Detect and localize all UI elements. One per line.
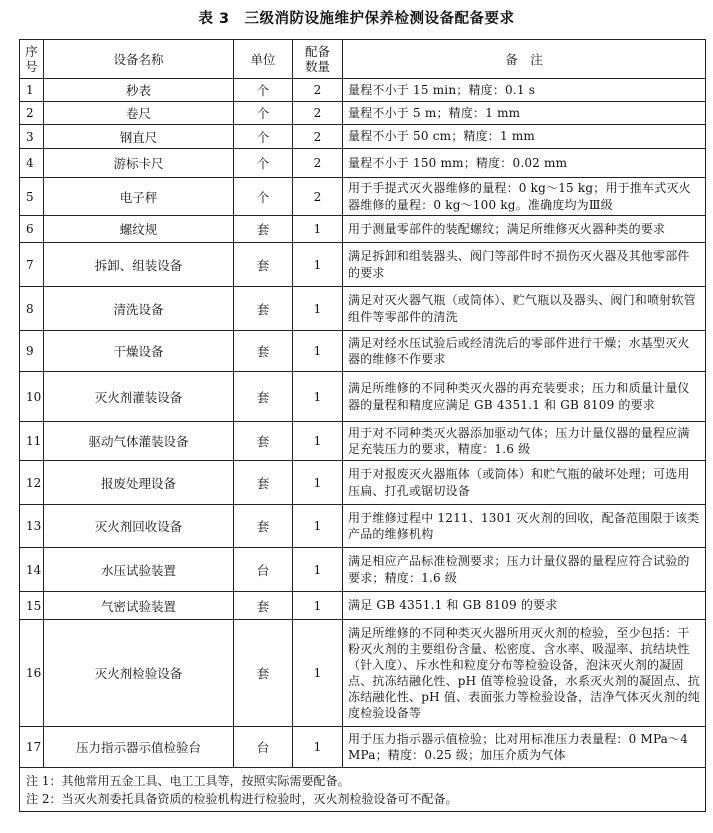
row-remark: 用于测量零部件的装配螺纹；满足所维修灭火器种类的要求 <box>343 216 706 243</box>
row-remark: 用于对不同种类灭火器添加驱动气体；压力计量仪器的量程应满足充装压力的要求，精度：1.6 级 <box>343 422 706 461</box>
row-no: 6 <box>20 216 44 243</box>
row-no: 14 <box>20 548 44 592</box>
row-no: 12 <box>20 461 44 505</box>
table-title: 表 3 三级消防设施维护保养检测设备配备要求 <box>198 11 515 27</box>
row-remark: 用于对报废灭火器瓶体（或筒体）和贮气瓶的破坏处理；可选用压扁、打孔或锯切设备 <box>343 461 706 505</box>
row-name: 灭火剂灌装设备 <box>44 372 234 422</box>
row-name: 清洗设备 <box>44 287 234 331</box>
header-remark: 备 注 <box>343 40 706 79</box>
row-remark: 满足拆卸和组装器头、阀门等部件时不损伤灭火器及其他零部件的要求 <box>343 243 706 287</box>
row-name: 干燥设备 <box>44 331 234 372</box>
row-no: 16 <box>20 620 44 727</box>
row-remark: 用于手提式灭火器维修的量程：0 kg～15 kg；用于推车式灭火器维修的量程：0 kg～100 kg。准确度均为Ⅲ级 <box>343 178 706 216</box>
row-qty: 2 <box>293 102 343 125</box>
row-unit: 套 <box>234 505 293 548</box>
table-row <box>20 243 706 287</box>
header-row <box>20 40 706 79</box>
table-row <box>20 178 706 216</box>
row-no: 1 <box>20 79 44 102</box>
row-no: 3 <box>20 125 44 149</box>
row-name: 螺纹规 <box>44 216 234 243</box>
row-qty: 1 <box>293 727 343 768</box>
row-remark: 用于维修过程中 1211、1301 灭火剂的回收，配备范围限于该类产品的维修机构 <box>343 505 706 548</box>
row-qty: 1 <box>293 372 343 422</box>
row-name: 拆卸、组装设备 <box>44 243 234 287</box>
row-name: 灭火剂检验设备 <box>44 620 234 727</box>
row-no: 17 <box>20 727 44 768</box>
row-name: 卷尺 <box>44 102 234 125</box>
row-remark: 满足对经水压试验后或经清洗后的零部件进行干燥；水基型灭火器的维修不作要求 <box>343 331 706 372</box>
row-qty: 2 <box>293 149 343 178</box>
row-name: 灭火剂回收设备 <box>44 505 234 548</box>
row-unit: 套 <box>234 592 293 620</box>
table-row <box>20 461 706 505</box>
notes-row <box>20 768 706 812</box>
table-notes <box>20 768 706 812</box>
row-name: 钢直尺 <box>44 125 234 149</box>
row-name: 气密试验装置 <box>44 592 234 620</box>
row-name: 游标卡尺 <box>44 149 234 178</box>
row-unit: 个 <box>234 125 293 149</box>
row-qty: 1 <box>293 216 343 243</box>
row-remark: 满足所维修的不同种类灭火器所用灭火剂的检验，至少包括：干粉灭火剂的主要组份含量、松密度、含水率、吸湿率、抗结块性（针入度）、斥水性和粒度分布等检验设备，泡沫灭火剂的凝固点、抗冻结融化性、pH 值等检验设备，水系灭火剂的凝固点、抗冻结融化性、pH 值、表面张力等检验设备，洁净气体灭火剂的纯度检验设备等 <box>343 620 706 727</box>
note-1: 注 1：其他常用五金工具、电工工具等，按照实际需要配备。 <box>26 773 350 788</box>
note-2: 注 2：当灭火剂委托具备资质的检验机构进行检验时，灭火剂检验设备可不配备。 <box>26 791 458 806</box>
row-no: 11 <box>20 422 44 461</box>
row-qty: 1 <box>293 548 343 592</box>
header-name: 设备名称 <box>44 40 234 79</box>
row-qty: 2 <box>293 79 343 102</box>
equipment-table <box>19 39 706 812</box>
row-qty: 2 <box>293 178 343 216</box>
row-name: 报废处理设备 <box>44 461 234 505</box>
table-row <box>20 287 706 331</box>
row-qty: 1 <box>293 243 343 287</box>
table-row <box>20 620 706 727</box>
header-qty: 配备数量 <box>293 40 343 79</box>
row-remark: 量程不小于 50 cm；精度：1 mm <box>343 125 706 149</box>
row-qty: 2 <box>293 125 343 149</box>
row-unit: 套 <box>234 422 293 461</box>
row-remark: 量程不小于 150 mm；精度：0.02 mm <box>343 149 706 178</box>
row-no: 15 <box>20 592 44 620</box>
row-qty: 1 <box>293 287 343 331</box>
row-qty: 1 <box>293 592 343 620</box>
row-remark: 满足所维修的不同种类灭火器的再充装要求；压力和质量计量仪器的量程和精度应满足 GB 4351.1 和 GB 8109 的要求 <box>343 372 706 422</box>
row-no: 7 <box>20 243 44 287</box>
row-remark: 用于压力指示器示值检验；比对用标准压力表量程：0 MPa～4 MPa；精度：0.25 级；加压介质为气体 <box>343 727 706 768</box>
row-qty: 1 <box>293 620 343 727</box>
row-no: 10 <box>20 372 44 422</box>
row-qty: 1 <box>293 505 343 548</box>
row-no: 9 <box>20 331 44 372</box>
table-row <box>20 125 706 149</box>
table-row <box>20 422 706 461</box>
row-no: 4 <box>20 149 44 178</box>
row-no: 8 <box>20 287 44 331</box>
table-row <box>20 79 706 102</box>
row-unit: 台 <box>234 548 293 592</box>
row-unit: 套 <box>234 620 293 727</box>
row-qty: 1 <box>293 461 343 505</box>
table-row <box>20 505 706 548</box>
row-unit: 套 <box>234 216 293 243</box>
table-row <box>20 331 706 372</box>
row-unit: 台 <box>234 727 293 768</box>
row-unit: 个 <box>234 149 293 178</box>
row-unit: 套 <box>234 461 293 505</box>
header-unit: 单位 <box>234 40 293 79</box>
row-name: 秒表 <box>44 79 234 102</box>
row-name: 压力指示器示值检验台 <box>44 727 234 768</box>
table-row <box>20 548 706 592</box>
row-unit: 个 <box>234 79 293 102</box>
row-unit: 套 <box>234 372 293 422</box>
table-row <box>20 727 706 768</box>
row-qty: 1 <box>293 422 343 461</box>
table-row <box>20 102 706 125</box>
row-unit: 个 <box>234 178 293 216</box>
row-name: 电子秤 <box>44 178 234 216</box>
row-remark: 满足相应产品标准检测要求；压力计量仪器的量程应符合试验的要求；精度：1.6 级 <box>343 548 706 592</box>
row-remark: 量程不小于 15 min；精度：0.1 s <box>343 79 706 102</box>
row-remark: 满足对灭火器气瓶（或筒体）、贮气瓶以及器头、阀门和喷射软管组件等零部件的清洗 <box>343 287 706 331</box>
row-no: 13 <box>20 505 44 548</box>
table-row <box>20 149 706 178</box>
row-unit: 个 <box>234 102 293 125</box>
row-no: 2 <box>20 102 44 125</box>
row-unit: 套 <box>234 287 293 331</box>
row-remark: 满足 GB 4351.1 和 GB 8109 的要求 <box>343 592 706 620</box>
table-row <box>20 216 706 243</box>
table-row <box>20 592 706 620</box>
row-qty: 1 <box>293 331 343 372</box>
row-unit: 套 <box>234 331 293 372</box>
row-name: 水压试验装置 <box>44 548 234 592</box>
table-row <box>20 372 706 422</box>
row-remark: 量程不小于 5 m；精度：1 mm <box>343 102 706 125</box>
row-name: 驱动气体灌装设备 <box>44 422 234 461</box>
header-seq: 序号 <box>20 40 44 79</box>
row-no: 5 <box>20 178 44 216</box>
row-unit: 套 <box>234 243 293 287</box>
